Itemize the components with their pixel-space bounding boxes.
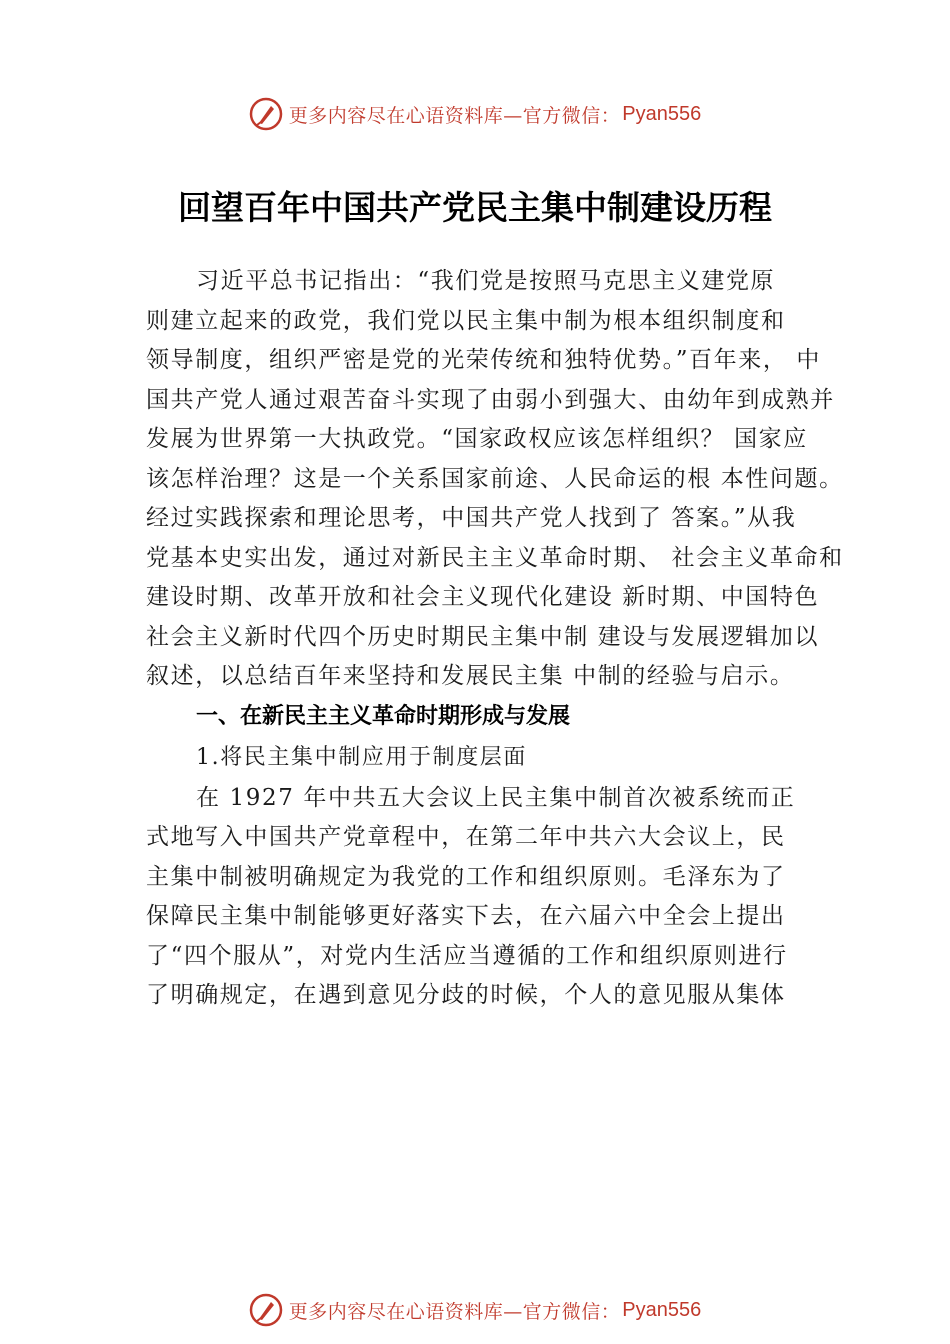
paragraph-2 bbox=[146, 779, 846, 1016]
paragraph-line: 习近平总书记指出：“我们党是按照马克思主义建党原 bbox=[196, 268, 776, 294]
quill-pen-logo-icon bbox=[249, 97, 283, 131]
paragraph-line: 了明确规定，在遇到意见分歧的时候，个人的意见服从集体 bbox=[146, 982, 786, 1008]
paragraph-line: 发展为世界第一大执政党。“国家政权应该怎样组织？ 国家应 bbox=[146, 426, 808, 452]
subsection-heading: 1.将民主集中制应用于制度层面 bbox=[196, 744, 527, 770]
paragraph-1 bbox=[146, 262, 846, 697]
banner-text: 更多内容尽在心语资料库—官方微信： bbox=[288, 1300, 621, 1323]
paragraph-line: 党基本史实出发，通过对新民主主义革命时期、 社会主义革命和 bbox=[146, 544, 844, 571]
paragraph-line: 国共产党人通过艰苦奋斗实现了由弱小到强大、由幼年到成熟并 bbox=[146, 386, 835, 413]
paragraph-line: 叙述，以总结百年来坚持和发展民主集 中制的经验与启示。 bbox=[146, 663, 795, 689]
paragraph-line: 该怎样治理？这是一个关系国家前途、人民命运的根 本性问题。 bbox=[146, 465, 844, 492]
header-banner bbox=[0, 94, 950, 134]
paragraph-line: 社会主义新时代四个历史时期民主集中制 建设与发展逻辑加以 bbox=[146, 623, 820, 650]
document-title: 回望百年中国共产党民主集中制建设历程 bbox=[178, 188, 772, 227]
paragraph-line: 在 1927 年中共五大会议上民主集中制首次被系统而正 bbox=[196, 784, 796, 811]
paragraph-line: 主集中制被明确规定为我党的工作和组织原则。毛泽东为了 bbox=[146, 863, 786, 890]
section-heading: 一、在新民主主义革命时期形成与发展 bbox=[196, 703, 571, 729]
paragraph-line: 则建立起来的政党，我们党以民主集中制为根本组织制度和 bbox=[146, 307, 786, 334]
paragraph-line: 经过实践探索和理论思考，中国共产党人找到了 答案。”从我 bbox=[146, 505, 797, 531]
paragraph-line: 式地写入中国共产党章程中，在第二年中共六大会议上，民 bbox=[146, 824, 786, 850]
banner-wechat-id: Pyan556 bbox=[622, 102, 702, 125]
paragraph-line: 建设时期、改革开放和社会主义现代化建设 新时期、中国特色 bbox=[146, 584, 820, 610]
banner-text: 更多内容尽在心语资料库—官方微信： bbox=[288, 104, 621, 127]
footer-banner bbox=[0, 1290, 950, 1330]
document-body bbox=[146, 262, 846, 1016]
paragraph-line: 领导制度，组织严密是党的光荣传统和独特优势。”百年来， 中 bbox=[146, 347, 821, 373]
paragraph-line: 了“四个服从”，对党内生活应当遵循的工作和组织原则进行 bbox=[146, 942, 788, 969]
quill-pen-logo-icon bbox=[249, 1293, 283, 1327]
banner-wechat-id: Pyan556 bbox=[622, 1298, 702, 1321]
paragraph-line: 保障民主集中制能够更好落实下去，在六届六中全会上提出 bbox=[146, 903, 786, 929]
